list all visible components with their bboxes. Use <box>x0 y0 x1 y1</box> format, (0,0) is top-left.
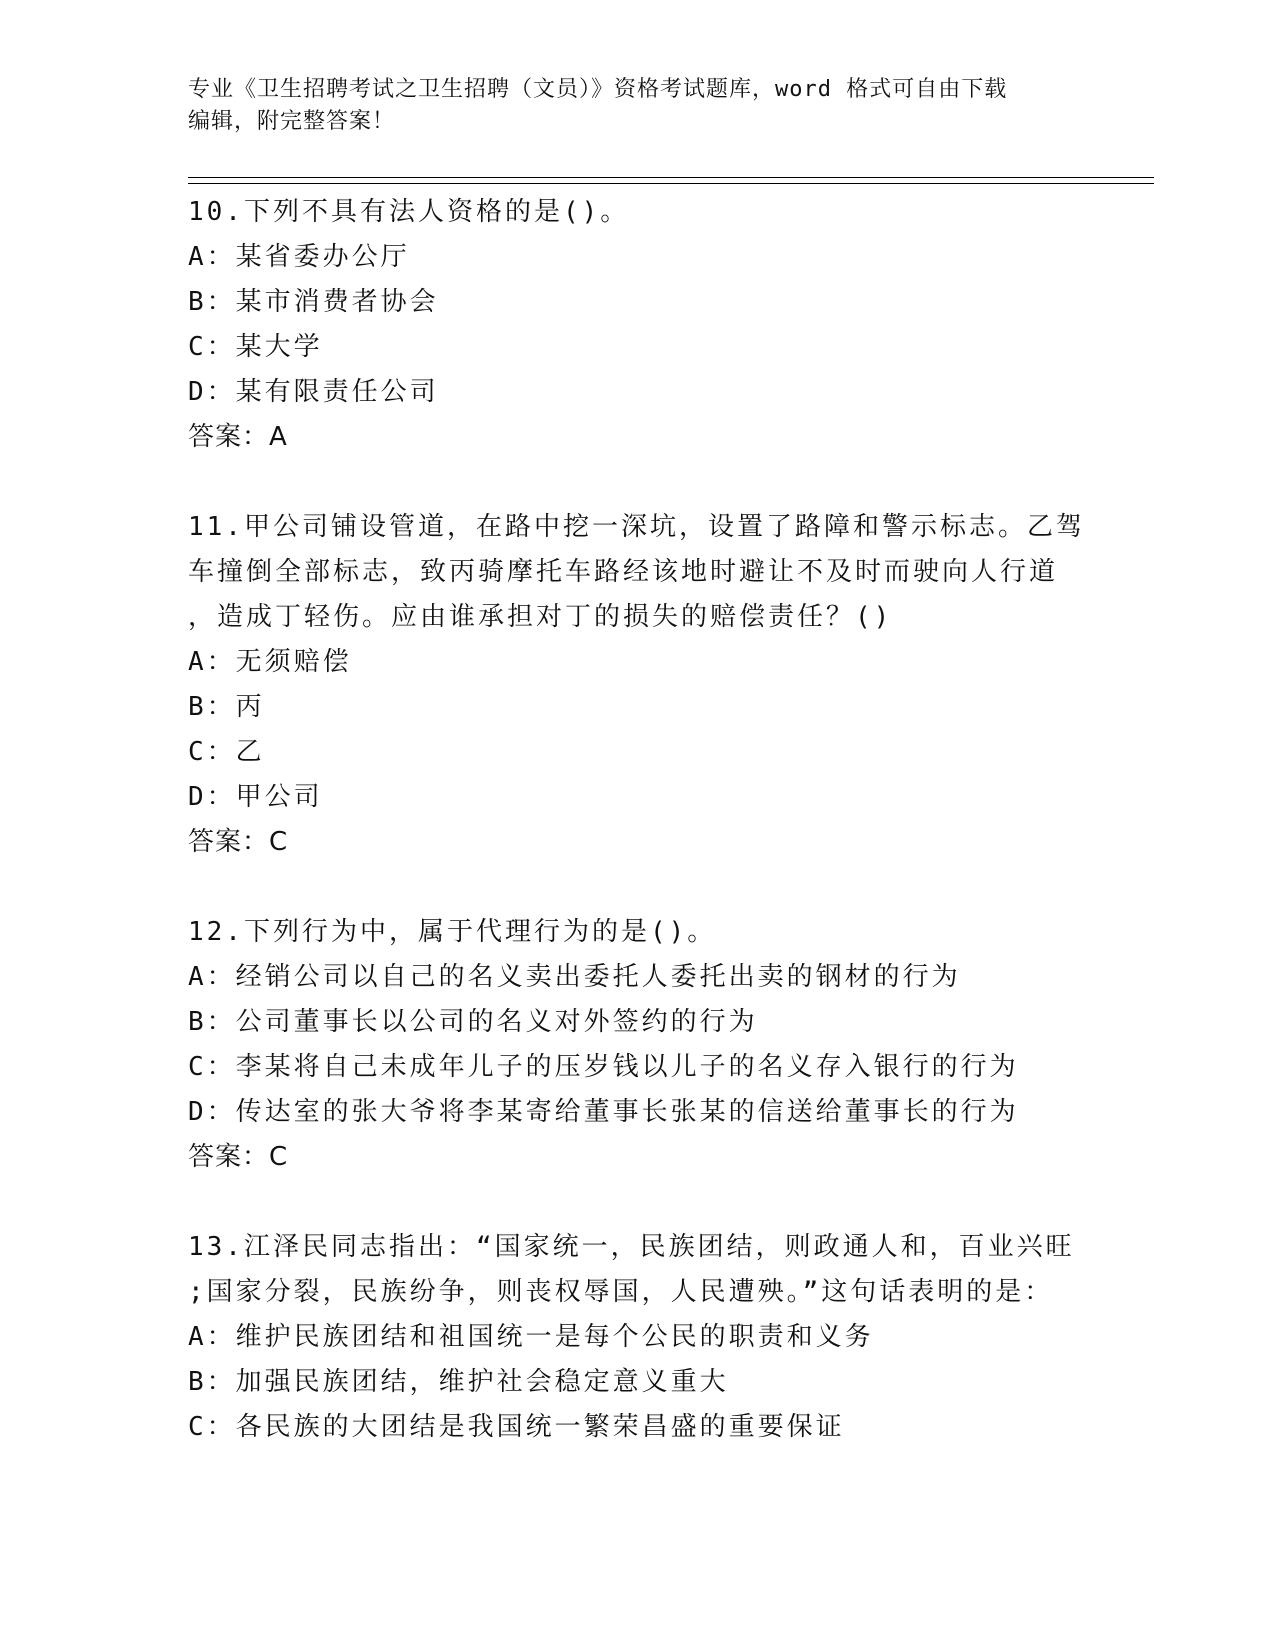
question-stem-line-2: ;国家分裂，民族纷争，则丧权辱国，人民遭殃。”这句话表明的是： <box>188 1277 1054 1307</box>
question-stem: 10.下列不具有法人资格的是()。 <box>188 197 630 227</box>
option-a: A：无须赔偿 <box>188 647 352 677</box>
question-stem-line-2: 车撞倒全部标志，致丙骑摩托车路经该地时避让不及时而驶向人行道 <box>188 557 1059 587</box>
option-b: B：某市消费者协会 <box>188 287 439 317</box>
document-header <box>188 74 1068 138</box>
option-c: C：各民族的大团结是我国统一繁荣昌盛的重要保证 <box>188 1412 845 1442</box>
answer-line: 答案：C <box>188 827 289 857</box>
option-a: A：维护民族团结和祖国统一是每个公民的职责和义务 <box>188 1322 874 1352</box>
answer-line: 答案：C <box>188 1142 289 1172</box>
option-d: D：甲公司 <box>188 782 323 812</box>
question-stem-line-1: 11.甲公司铺设管道，在路中挖一深坑，设置了路障和警示标志。乙驾 <box>188 512 1085 542</box>
question-stem-line-1: 13.江泽民同志指出：“国家统一，民族团结，则政通人和，百业兴旺 <box>188 1232 1075 1262</box>
option-c: C：某大学 <box>188 332 323 362</box>
question-13 <box>188 1225 1088 1450</box>
question-stem-line-3: ，造成丁轻伤。应由谁承担对丁的损失的赔偿责任？() <box>188 602 893 632</box>
option-c: C：乙 <box>188 737 265 767</box>
option-b: B：加强民族团结，维护社会稳定意义重大 <box>188 1367 729 1397</box>
question-10 <box>188 190 1088 460</box>
header-rule-top <box>188 177 1154 178</box>
option-d: D：传达室的张大爷将李某寄给董事长张某的信送给董事长的行为 <box>188 1097 1019 1127</box>
header-line-1: 专业《卫生招聘考试之卫生招聘（文员）》资格考试题库，word 格式可自由下载 <box>188 77 1008 102</box>
header-line-2: 编辑，附完整答案！ <box>188 109 396 134</box>
option-a: A：经销公司以自己的名义卖出委托人委托出卖的钢材的行为 <box>188 962 961 992</box>
question-11 <box>188 505 1088 865</box>
option-a: A：某省委办公厅 <box>188 242 410 272</box>
option-c: C：李某将自己未成年儿子的压岁钱以儿子的名义存入银行的行为 <box>188 1052 1019 1082</box>
answer-line: 答案：A <box>188 422 288 452</box>
header-rule-bottom <box>188 183 1154 184</box>
question-stem: 12.下列行为中，属于代理行为的是()。 <box>188 917 717 947</box>
option-b: B：丙 <box>188 692 265 722</box>
question-list <box>188 190 1088 1495</box>
option-b: B：公司董事长以公司的名义对外签约的行为 <box>188 1007 758 1037</box>
option-d: D：某有限责任公司 <box>188 377 439 407</box>
question-12 <box>188 910 1088 1180</box>
